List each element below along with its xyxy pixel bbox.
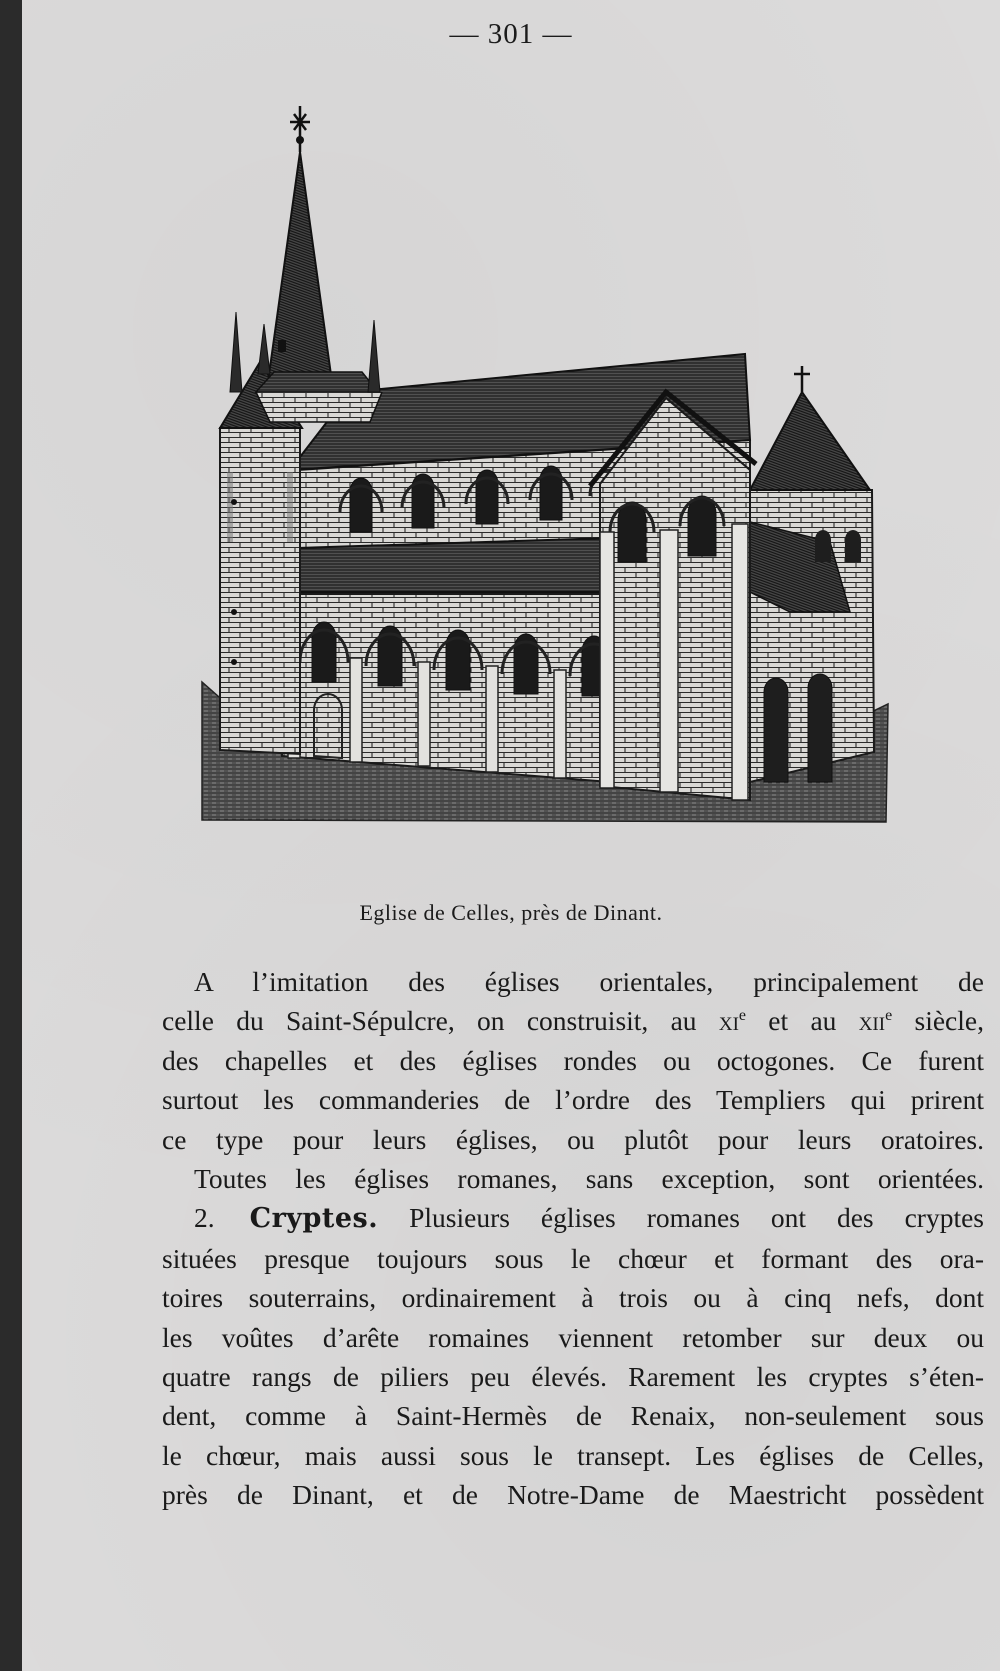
book-page [22,0,1000,1671]
section-number: 2. [194,1202,215,1234]
text-line: près de Dinant, et de Notre-Dame de Maestricht possèdent [162,1479,984,1511]
text-line [162,1198,984,1238]
text-line: ce type pour leurs églises, ou plutôt pour leurs oratoires. [162,1123,984,1155]
text-line: dent, comme à Saint-Hermès de Renaix, non-seulement sous [162,1400,984,1432]
section-heading: Cryptes. [249,1203,379,1235]
text-line: des chapelles et des églises rondes ou octogones. Ce furent [162,1044,984,1076]
century-numeral: xii [858,1005,886,1037]
paragraph-1 [162,962,984,1159]
text-line: A l’imitation des églises orientales, principalement de [194,966,984,997]
paragraph-3 [162,1198,984,1514]
text-line: situées presque toujours sous le chœur et formant des ora- [162,1242,984,1274]
text-line: toires souterrains, ordinairement à trois ou à cinq nefs, dont [162,1282,984,1314]
superscript: e [885,1007,893,1025]
text-line: le chœur, mais aussi sous le transept. Les églises de Celles, [162,1439,984,1471]
page-number: — 301 — [449,18,573,50]
church-illustration [190,92,960,892]
text-line: les voûtes d’arête romaines viennent retomber sur deux ou [162,1321,984,1353]
text-line: Toutes les églises romanes, sans exception, sont orientées. [194,1163,984,1195]
text-fragment: siècle, [892,1005,984,1037]
text-fragment: celle du Saint-Sépulcre, on construisit, au [162,1005,719,1037]
paragraph-2 [162,1159,984,1198]
text-fragment: et au [746,1005,859,1037]
text-line: quatre rangs de piliers peu élevés. Rarement les cryptes s’éten- [162,1361,984,1393]
superscript: e [738,1007,747,1025]
century-numeral: xi [718,1005,739,1037]
body-text [162,962,984,1515]
text-line: surtout les commanderies de l’ordre des Templiers qui prirent [162,1084,984,1116]
church-engraving [190,92,960,892]
text-line [162,1001,984,1040]
text-fragment: Plusieurs églises romanes ont des cryptes [378,1202,984,1234]
figure-caption: Eglise de Celles, près de Dinant. [359,900,663,925]
